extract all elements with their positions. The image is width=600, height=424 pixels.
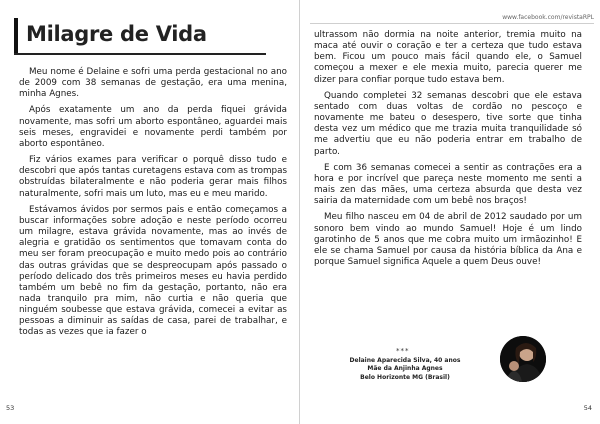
source-url[interactable]: www.facebook.com/revistaRPL [502, 14, 594, 21]
paragraph: ultrassom não dormia na noite anterior, tremia muito na maca até ouvir o coração e ter a certeza que tudo estava bem. Ficou um pouco mais fácil quando ele, o Samuel começou a mexer e ele mexia muito, parecia querer me dizer para confiar porque tudo estava bem. [314, 30, 582, 85]
author-photo-image [500, 336, 546, 382]
article-title: Milagre de Vida [26, 22, 207, 46]
author-relation: Mãe da Anjinha Agnes [367, 365, 443, 373]
header-divider [310, 23, 594, 24]
paragraph: Meu filho nasceu em 04 de abril de 2012 saudado por um sonoro bem vindo ao mundo Samuel! Hoje é um lindo garotinho de 5 anos que me cobra muito um irmãozinho! E ele se chama Samuel por causa da história bíblica da Ana e porque Samuel significa Aquele a quem Deus ouve! [314, 212, 582, 267]
separator-stars: *** [396, 347, 410, 355]
right-page [300, 0, 600, 424]
right-column-text [314, 30, 582, 273]
author-name: Delaine Aparecida Silva, 40 anos [349, 357, 461, 364]
paragraph: E com 36 semanas comecei a sentir as contrações era a hora e por incrível que pareça neste momento me senti a mais zen das mães, uma certeza absurda que desta vez sairia da maternidade com um bebê nos braços! [314, 162, 582, 207]
paragraph: Estávamos ávidos por sermos pais e então começamos a buscar informações sobre adoção e neste período ocorreu um milagre, estava grávida novamente, mas ao invés de alegria e gratidão os sentimentos que tomavam conta do meu ser foram preocupação e muito medo pois ao contrário das outras grávidas que se despreocupam após passado o período delicado dos três primeiros meses eu havia perdido também um bebê no fim da gestação, portanto, não era nada tranquilo pra mim, não curtia e não queria que ninguém soubesse que estava grávida, comecei a evitar as pessoas a diminuir as saídas de casa, parei de trabalhar, e todas as vezes que ia fazer o [19, 204, 287, 338]
author-photo [500, 336, 546, 382]
paragraph: Quando completei 32 semanas descobri que ele estava sentado com duas voltas de cordão no pescoço e novamente me bateu o desespero, tive sorte que tinha desta vez um médico que me trazia muita tranquilidade só me advertiu que eu não poderia entrar em trabalho de parto. [314, 90, 582, 157]
author-signature [340, 357, 470, 382]
paragraph: Após exatamente um ano da perda fiquei grávida novamente, mas sofri um aborto espontâneo, aguardei mais seis meses, engravidei e novamente perdi também por aborto espontâneo. [19, 105, 287, 149]
paragraph: Fiz vários exames para verificar o porquê disso tudo e descobri que após tantas curetagens estava com as trompas obstruídas bilateralmente e não poderia gerar mais filhos naturalmente, sofri mais um luto, mas eu e meu marido. [19, 155, 287, 199]
left-column-text [19, 67, 287, 344]
page-number-left: 53 [6, 404, 15, 412]
page-number-right: 54 [583, 404, 592, 412]
paragraph: Meu nome é Delaine e sofri uma perda gestacional no ano de 2009 com 38 semanas de gestação, era uma menina, minha Agnes. [19, 67, 287, 100]
author-location: Belo Horizonte MG (Brasil) [360, 373, 450, 381]
title-underline [14, 53, 266, 55]
